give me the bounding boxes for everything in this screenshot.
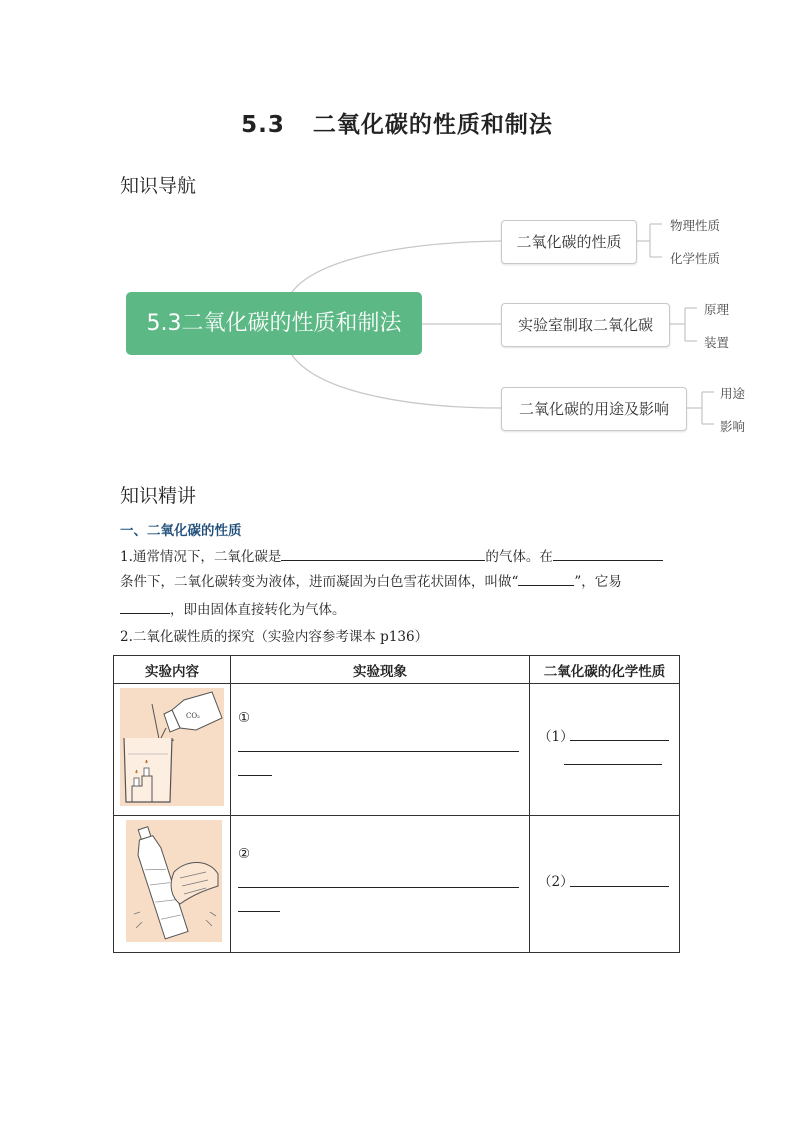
phenomenon-blank-2b[interactable]	[238, 911, 280, 912]
property-blank-2[interactable]	[570, 886, 669, 887]
squeeze-bottle-image	[114, 816, 230, 948]
connector-leaves-2	[669, 308, 697, 341]
phenomenon-blank-1b[interactable]	[238, 775, 272, 776]
connector-branch-1	[292, 241, 501, 292]
property-blank-1b[interactable]	[564, 764, 662, 765]
mindmap-leaf-impact: 影响	[720, 419, 746, 434]
co2-pour-beaker-image	[114, 684, 230, 811]
blank-4[interactable]	[120, 599, 170, 614]
mindmap-branch-preparation: 实验室制取二氧化碳	[501, 303, 670, 347]
experiment-image-cell-2	[114, 816, 231, 953]
connector-leaves-1	[636, 224, 662, 257]
paragraph-1-line-1: 1.通常情况下，二氧化碳是 的气体。在	[120, 545, 663, 570]
property-cell-1	[530, 684, 680, 816]
table-row	[114, 684, 680, 816]
connector-leaves-3	[686, 392, 714, 424]
table-header-row	[114, 656, 680, 684]
mindmap-leaf-chemical: 化学性质	[670, 251, 721, 266]
paragraph-2: 2.二氧化碳性质的探究（实验内容参考课本 p136）	[120, 629, 429, 645]
explain-heading: 知识精讲	[120, 485, 197, 507]
mindmap-leaf-uses: 用途	[720, 386, 746, 401]
phenomenon-blank-1a[interactable]	[238, 751, 519, 752]
blank-2[interactable]	[553, 546, 663, 561]
co2-label: CO₂	[186, 712, 200, 720]
mindmap-branch-uses: 二氧化碳的用途及影响	[501, 387, 687, 431]
mindmap-leaf-apparatus: 装置	[704, 335, 730, 350]
property-cell-2	[530, 816, 680, 953]
header-phenomenon: 实验现象	[231, 656, 530, 684]
nav-heading: 知识导航	[120, 175, 197, 197]
property-marker-1: （1）	[538, 729, 574, 745]
paragraph-1-line-2: 条件下，二氧化碳转变为液体，进而凝固为白色雪花状固体，叫做“ ”，它易	[120, 570, 622, 595]
phenomenon-blank-2a[interactable]	[238, 887, 519, 888]
phenomenon-cell-1	[231, 684, 530, 816]
property-marker-2: （2）	[538, 874, 574, 890]
header-property: 二氧化碳的化学性质	[530, 656, 680, 684]
phenomenon-marker-2: ②	[238, 846, 251, 862]
table-row	[114, 816, 680, 953]
connector-branch-3	[292, 355, 501, 408]
blank-1[interactable]	[281, 546, 485, 561]
experiment-table	[113, 655, 680, 953]
header-content: 实验内容	[114, 656, 231, 684]
experiment-image-cell-1	[114, 684, 231, 816]
property-blank-1a[interactable]	[570, 740, 669, 741]
mindmap-branch-properties: 二氧化碳的性质	[501, 220, 637, 264]
mindmap-leaf-principle: 原理	[704, 302, 730, 317]
phenomenon-marker-1: ①	[238, 710, 251, 726]
title-number: 5.3	[241, 112, 285, 138]
section-title: 一、二氧化碳的性质	[120, 523, 242, 539]
paragraph-1-line-3: ，即由固体直接转化为气体。	[120, 598, 346, 623]
phenomenon-cell-2	[231, 816, 530, 953]
blank-3[interactable]	[518, 571, 574, 586]
mindmap-leaf-physical: 物理性质	[670, 218, 721, 233]
title-text: 二氧化碳的性质和制法	[312, 112, 553, 138]
mindmap-root: 5.3二氧化碳的性质和制法	[126, 292, 422, 355]
